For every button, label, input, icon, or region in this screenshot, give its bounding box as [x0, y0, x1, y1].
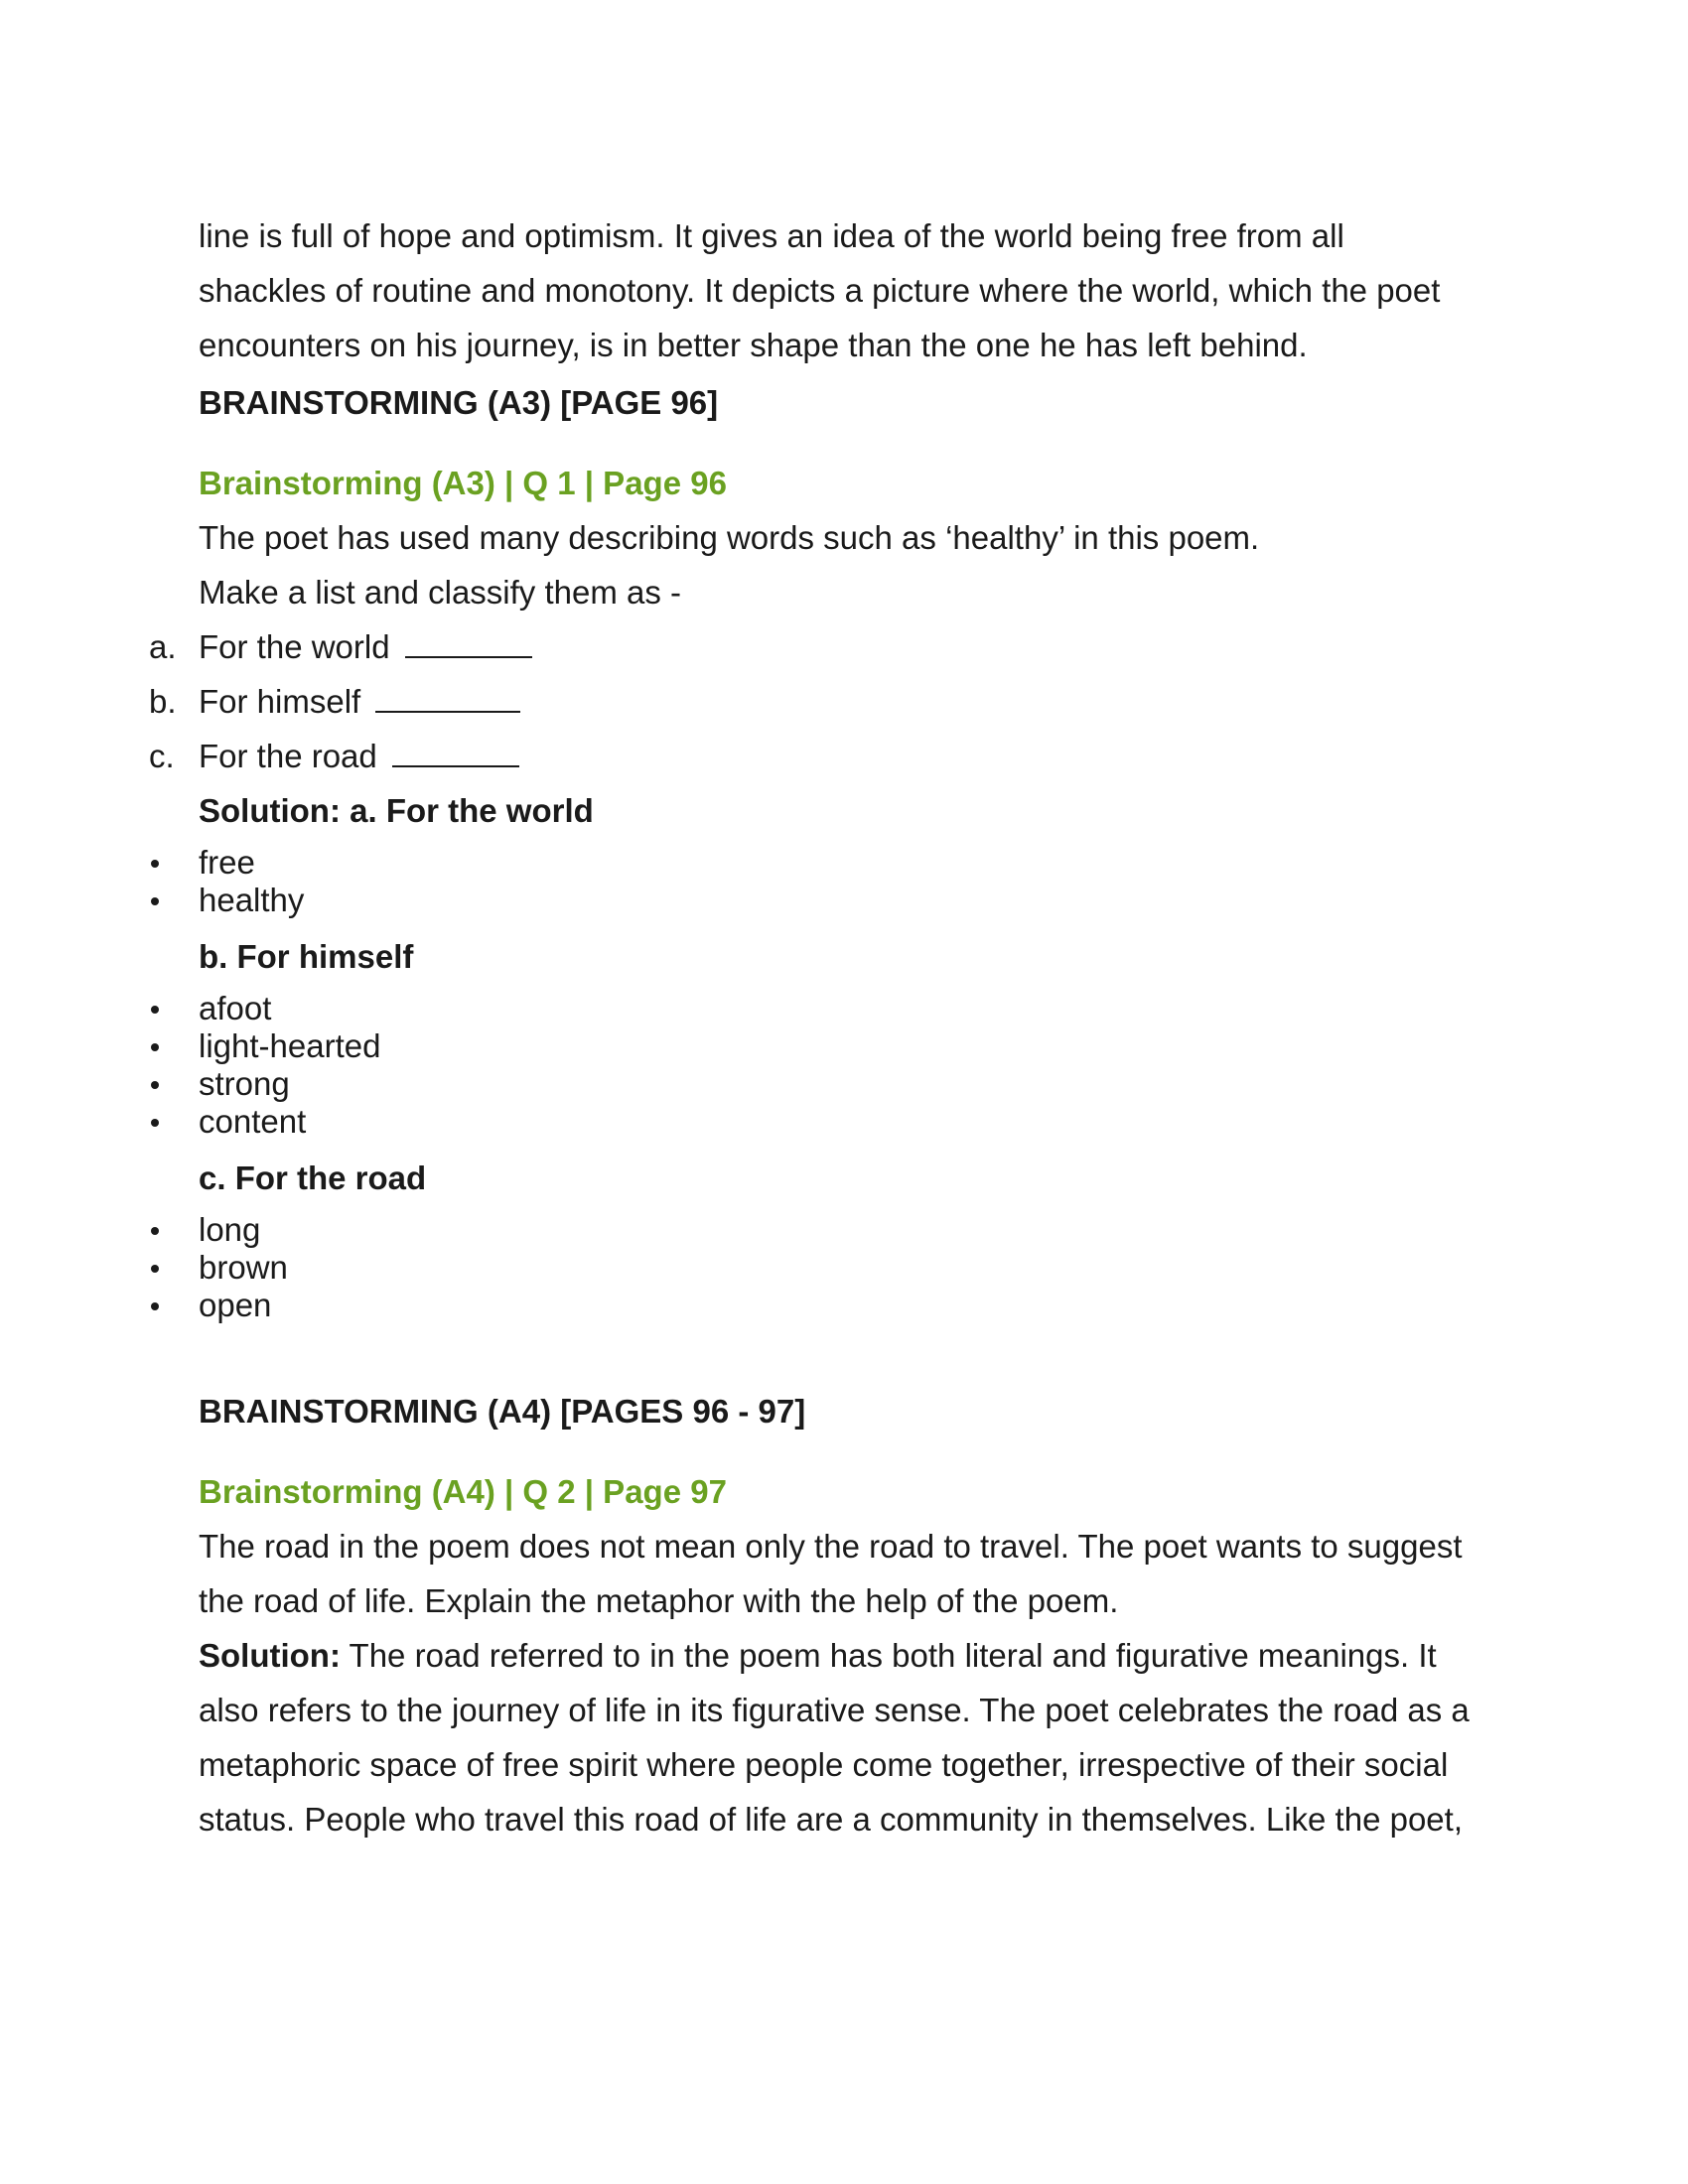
road-word-list [199, 1211, 1499, 1324]
option-text: For himself [199, 683, 361, 720]
list-item: long [199, 1211, 1499, 1249]
option-b [149, 674, 1499, 729]
himself-word-list [199, 990, 1499, 1141]
himself-heading: b. For himself [199, 938, 414, 975]
section-a4-solution-line-3: metaphoric space of free spirit where people come together, irrespective of their social [199, 1746, 1449, 1783]
option-a [149, 619, 1499, 674]
list-item: free [199, 844, 1499, 882]
solution-heading: Solution: a. For the world [199, 792, 594, 829]
section-a3-title: BRAINSTORMING (A3) [PAGE 96] [199, 384, 719, 421]
list-item: healthy [199, 882, 1499, 919]
solution-label: Solution: [199, 1637, 341, 1674]
option-marker: c. [149, 738, 175, 774]
section-a3-question-ref: Brainstorming (A3) | Q 1 | Page 96 [199, 465, 727, 501]
section-a4-solution-line-2: also refers to the journey of life in its figurative sense. The poet celebrates the road as a [199, 1692, 1470, 1728]
answer-blank [375, 681, 520, 713]
option-marker: b. [149, 683, 177, 720]
intro-line-3: encounters on his journey, is in better shape than the one he has left behind. [199, 327, 1308, 363]
page-content [149, 208, 1499, 1846]
section-a3-question-line-2: Make a list and classify them as - [199, 574, 682, 611]
section-a4-question-line-2: the road of life. Explain the metaphor with the help of the poem. [199, 1582, 1119, 1619]
world-word-list [199, 844, 1499, 919]
section-a3-options [149, 619, 1499, 783]
list-item: strong [199, 1065, 1499, 1103]
option-marker: a. [149, 628, 177, 665]
section-a4-solution-line-4: status. People who travel this road of life are a community in themselves. Like the poet, [199, 1801, 1463, 1838]
section-a4-solution-line-1 [199, 1628, 1499, 1683]
answer-blank [392, 736, 519, 767]
list-item: content [199, 1103, 1499, 1141]
intro-line-1: line is full of hope and optimism. It gives an idea of the world being free from all [199, 217, 1344, 254]
list-item: light-hearted [199, 1027, 1499, 1065]
option-c [149, 729, 1499, 783]
section-a3-question-line-1: The poet has used many describing words such as ‘healthy’ in this poem. [199, 519, 1260, 556]
list-item: afoot [199, 990, 1499, 1027]
section-a4-title: BRAINSTORMING (A4) [PAGES 96 - 97] [199, 1393, 806, 1430]
list-item: brown [199, 1249, 1499, 1287]
option-text: For the road [199, 738, 377, 774]
solution-text: The road referred to in the poem has both literal and figurative meanings. It [340, 1637, 1437, 1674]
road-heading: c. For the road [199, 1160, 427, 1196]
section-a4-question-line-1: The road in the poem does not mean only the road to travel. The poet wants to suggest [199, 1528, 1463, 1565]
section-a4-question-ref: Brainstorming (A4) | Q 2 | Page 97 [199, 1473, 727, 1510]
intro-line-2: shackles of routine and monotony. It depicts a picture where the world, which the poet [199, 272, 1441, 309]
option-text: For the world [199, 628, 390, 665]
list-item: open [199, 1287, 1499, 1324]
answer-blank [405, 626, 532, 658]
